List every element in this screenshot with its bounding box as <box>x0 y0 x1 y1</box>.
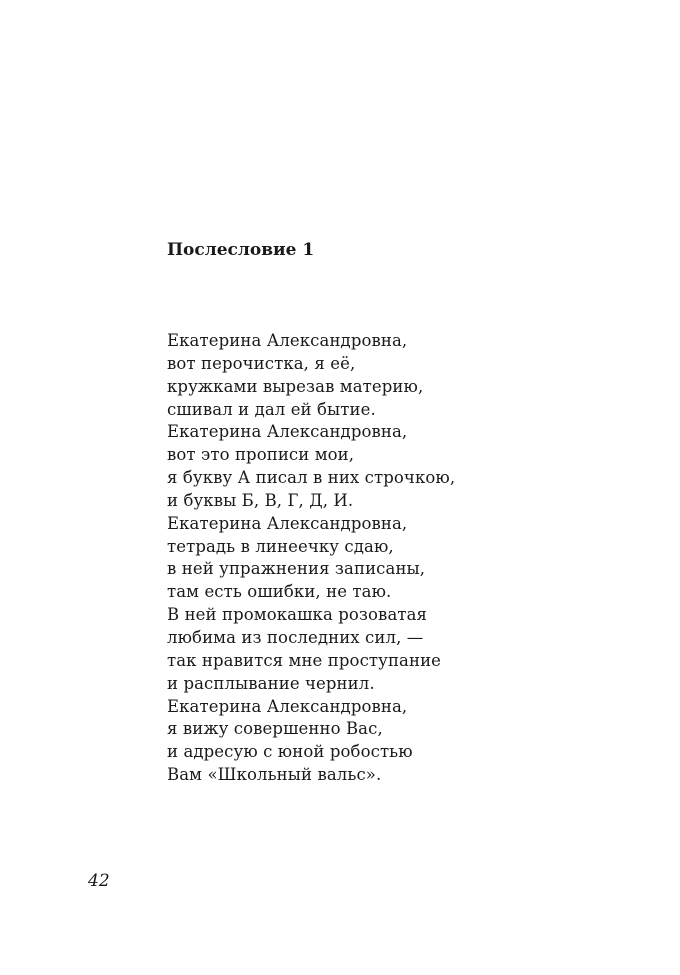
poem-line: в ней упражнения записаны, <box>167 559 426 579</box>
poem-line: Екатерина Александровна, <box>167 513 408 533</box>
poem-line: сшивал и дал ей бытие. <box>167 399 376 419</box>
poem-line: любима из последних сил, — <box>167 627 424 647</box>
poem-line: я букву А писал в них строчкою, <box>167 468 456 488</box>
poem-line: я вижу совершенно Вас, <box>167 719 383 739</box>
poem-line: тетрадь в линеечку сдаю, <box>167 536 394 556</box>
poem-line: Екатерина Александровна, <box>167 422 408 442</box>
poem-line: и адресую с юной робостью <box>167 742 413 762</box>
poem-line: вот это прописи мои, <box>167 445 355 465</box>
poem-line: Екатерина Александровна, <box>167 696 408 716</box>
poem-line: В ней промокашка розоватая <box>167 605 428 625</box>
poem-line: кружками вырезав материю, <box>167 376 424 396</box>
poem-line: Вам «Школьный вальс». <box>167 765 382 785</box>
poem-line: Екатерина Александровна, <box>167 331 408 350</box>
poem-title: Послесловие 1 <box>167 240 315 260</box>
poem-line: так нравится мне проступание <box>167 650 442 670</box>
poem-body <box>167 330 455 787</box>
page-number: 42 <box>88 871 110 891</box>
poem-line: и буквы Б, В, Г, Д, И. <box>167 490 354 510</box>
poem-line: и расплывание чернил. <box>167 673 375 693</box>
poem-line: там есть ошибки, не таю. <box>167 582 392 602</box>
poem-line: вот перочистка, я её, <box>167 353 356 373</box>
